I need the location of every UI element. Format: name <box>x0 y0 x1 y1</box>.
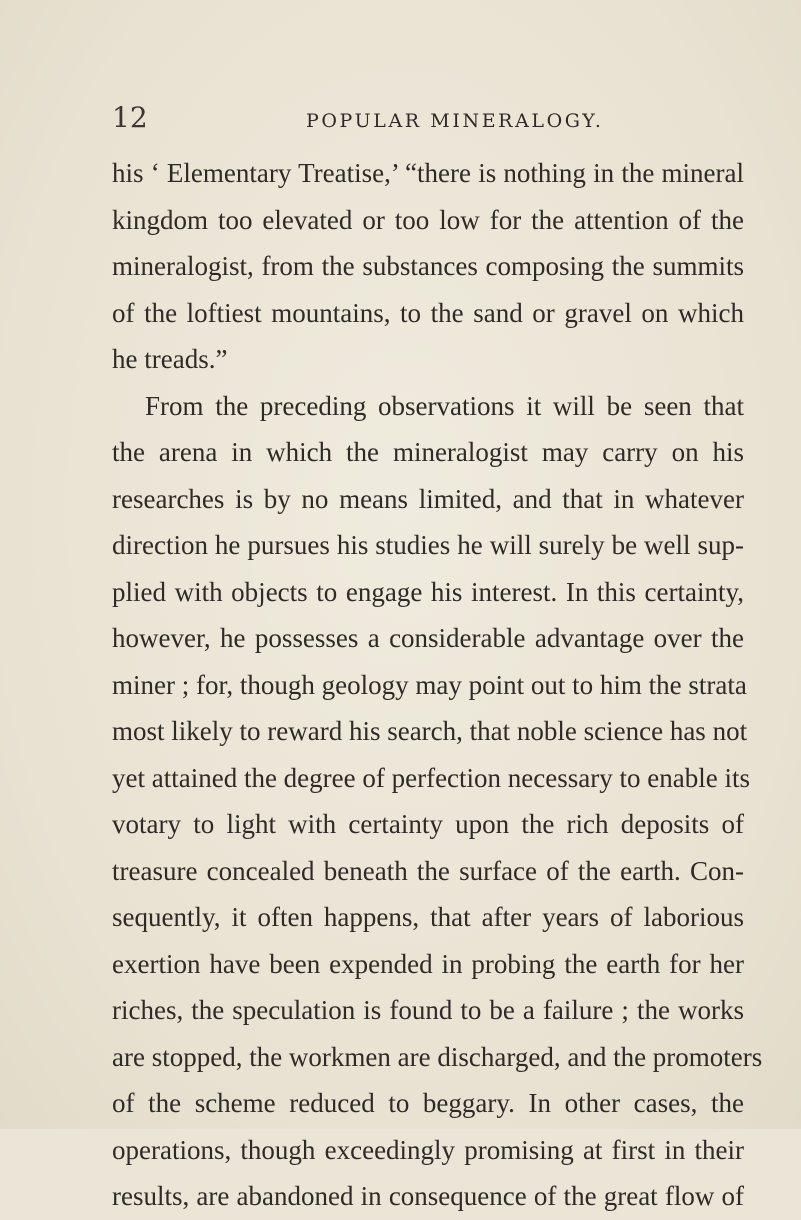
text-line: mineralogist, from the substances composing the summits <box>112 251 744 281</box>
text-line: direction he pursues his studies he will surely be well sup- <box>112 530 744 560</box>
paragraph-start-line: From the preceding observations it will be seen that <box>145 390 744 421</box>
body-text <box>112 150 763 1220</box>
text-line: plied with objects to engage his interest. In this certainty, <box>112 576 744 607</box>
text-line: results, are abandoned in consequence of the great flow of <box>112 1181 744 1211</box>
text-line: treasure concealed beneath the surface of the earth. Con- <box>112 855 744 886</box>
text-line: the arena in which the mineralogist may carry on his <box>112 437 744 467</box>
text-line: he treads.” <box>112 344 228 374</box>
text-line: of the scheme reduced to beggary. In other cases, the <box>112 1088 744 1118</box>
text-line: exertion have been expended in probing the earth for her <box>112 948 744 979</box>
text-line: are stopped, the workmen are discharged, and the promoters <box>112 1041 763 1072</box>
running-head: POPULAR MINERALOGY. <box>306 110 604 132</box>
text-line: however, he possesses a considerable advantage over the <box>112 623 744 653</box>
text-line: researches is by no means limited, and that in whatever <box>112 483 744 514</box>
text-line: of the loftiest mountains, to the sand or gravel on which <box>112 297 744 328</box>
text-line: most likely to reward his search, that noble science has not <box>112 716 748 746</box>
text-line: operations, though exceedingly promising at first in their <box>112 1134 744 1165</box>
text-line: riches, the speculation is found to be a failure ; the works <box>112 995 744 1025</box>
text-line: his ‘ Elementary Treatise,’ “there is nothing in the mineral <box>112 158 744 188</box>
text-line: miner ; for, though geology may point out to him the strata <box>112 669 747 700</box>
page-header <box>0 103 801 139</box>
page-number: 12 <box>112 101 148 134</box>
text-line: votary to light with certainty upon the rich deposits of <box>112 809 744 839</box>
text-line: yet attained the degree of perfection necessary to enable its <box>112 762 750 793</box>
text-line: kingdom too elevated or too low for the attention of the <box>112 204 744 235</box>
text-line: sequently, it often happens, that after years of laborious <box>112 902 744 932</box>
